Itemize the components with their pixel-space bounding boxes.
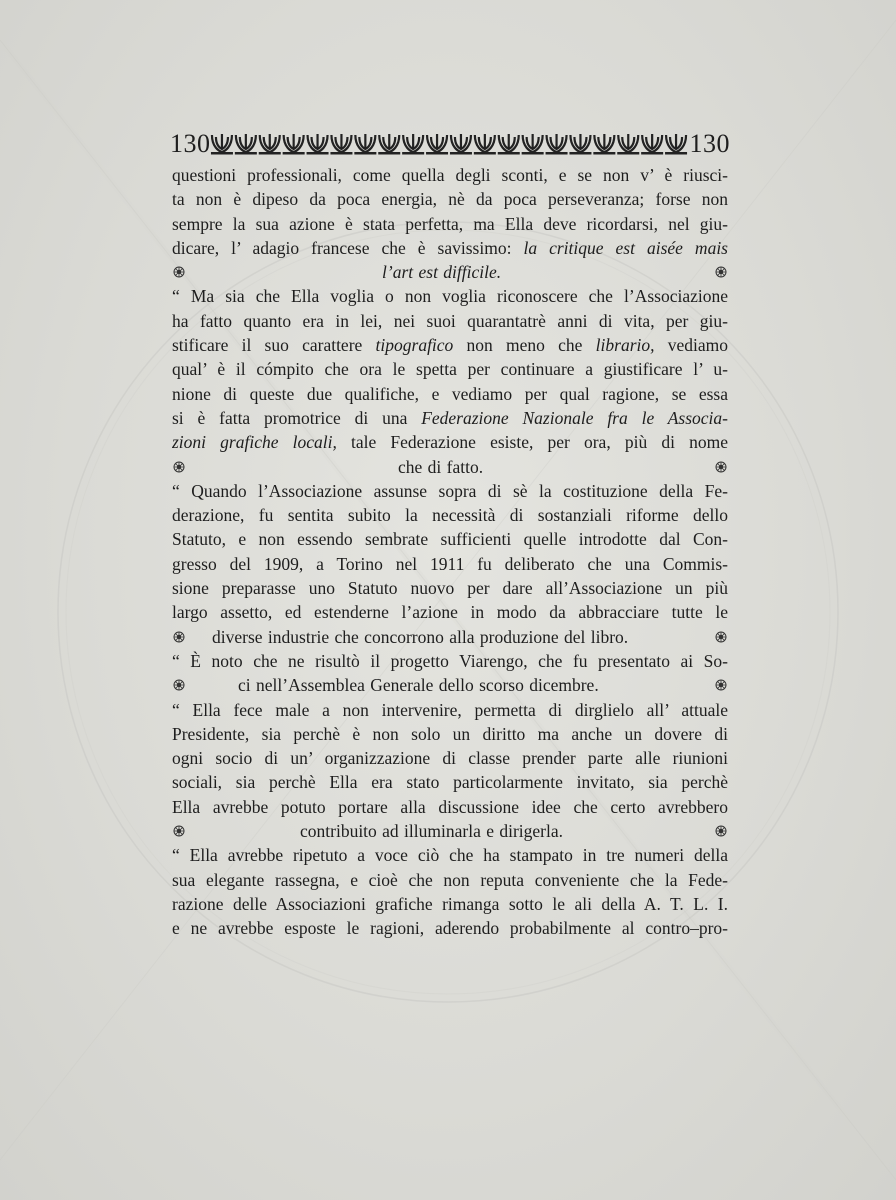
- ornament-base: [522, 152, 544, 155]
- text-run: gresso del 1909, a Torino nel 1911 fu deliberato che una Commis-: [172, 553, 728, 574]
- ornament-base: [330, 152, 352, 155]
- text-run: diverse industrie che concorrono alla produzione del libro.: [212, 626, 629, 647]
- text-line: [172, 916, 728, 940]
- text-run: Statuto, e non essendo sembrate sufficienti quelle introdotte dal Con-: [172, 529, 728, 550]
- justified-line-text: [172, 843, 728, 867]
- centered-line-text: [186, 455, 714, 479]
- justified-line-text: [172, 284, 728, 308]
- text-run: largo assetto, ed estenderne l’azione in modo da abbracciare tutte le: [172, 602, 728, 623]
- justified-line-text: [172, 357, 728, 381]
- lotus-motif: [236, 134, 256, 152]
- text-run: razione delle Associazioni grafiche rimanga sotto le ali della A. T. L. I.: [172, 893, 728, 914]
- justified-line-text: [172, 430, 728, 454]
- text-run: “ Ella fece male a non intervenire, permetta di dirglielo all’ attuale: [172, 699, 728, 720]
- ornament-base: [665, 152, 687, 155]
- ornament-base: [378, 152, 400, 155]
- ornament-base: [450, 152, 472, 155]
- text-line: [172, 382, 728, 406]
- text-line: [172, 357, 728, 381]
- text-line: [172, 722, 728, 746]
- italic-text: zioni grafiche locali,: [172, 432, 337, 453]
- italic-text: la critique est aisée mais: [523, 237, 728, 258]
- justified-line-text: [172, 236, 728, 260]
- text-run: ta non è dipeso da poca energia, nè da poca perseveranza; forse non: [172, 189, 728, 210]
- lotus-motif: [308, 134, 328, 152]
- body-text: [172, 163, 728, 941]
- text-line: [172, 187, 728, 211]
- ornament-base: [259, 152, 281, 155]
- text-line: [172, 746, 728, 770]
- ornament-base: [354, 152, 376, 155]
- ornament-base: [641, 152, 663, 155]
- lotus-motif: [666, 134, 686, 152]
- text-run: Ella avrebbe potuto portare alla discussione idee che certo avrebbero: [172, 796, 728, 817]
- justified-line-text: [172, 212, 728, 236]
- centered-line-text: [186, 673, 714, 697]
- text-line: [172, 430, 728, 454]
- text-run: nione di queste due qualifiche, e vediamo per qual ragione, se essa: [172, 383, 728, 404]
- ornament-base: [498, 152, 520, 155]
- text-line: [172, 600, 728, 624]
- rosette-ornament-icon: [714, 673, 728, 697]
- ornament-base: [426, 152, 448, 155]
- lotus-motif: [403, 134, 423, 152]
- rosette-ornament-icon: [714, 455, 728, 479]
- text-line: [172, 698, 728, 722]
- text-line: [172, 212, 728, 236]
- justified-line-text: [172, 600, 728, 624]
- justified-line-text: [172, 309, 728, 333]
- text-run: sociali, sia perchè Ella era stato particolarmente invitato, sia perchè: [172, 772, 728, 793]
- text-line: [172, 309, 728, 333]
- text-run: si è fatta promotrice di una: [172, 407, 422, 428]
- text-line: [172, 236, 728, 260]
- text-line: [172, 260, 728, 284]
- text-line: [172, 406, 728, 430]
- justified-line-text: [172, 868, 728, 892]
- text-line: [172, 819, 728, 843]
- text-line: [172, 843, 728, 867]
- ornament-base: [402, 152, 424, 155]
- justified-line-text: [172, 916, 728, 940]
- justified-line-text: [172, 649, 728, 673]
- lotus-motif: [618, 134, 638, 152]
- lotus-motif: [570, 134, 590, 152]
- text-line: [172, 552, 728, 576]
- text-run: ha fatto quanto era in lei, nei suoi quarantatrè anni di vita, per giu-: [172, 310, 728, 331]
- text-run: derazione, fu sentita subito la necessità di sostanziali riforme dello: [172, 505, 728, 526]
- justified-line-text: [172, 746, 728, 770]
- text-line: [172, 892, 728, 916]
- page-number-right: 130: [689, 129, 730, 158]
- justified-line-text: [172, 722, 728, 746]
- running-header: [170, 128, 730, 160]
- lotus-motif: [523, 134, 543, 152]
- rosette-ornament-icon: [172, 673, 186, 697]
- text-line: [172, 770, 728, 794]
- text-run: Presidente, sia perchè è non solo un diritto ma anche un dovere di: [172, 723, 728, 744]
- lotus-motif: [284, 134, 304, 152]
- ornament-base: [307, 152, 329, 155]
- text-run: ogni socio di un’ organizzazione di classe prender parte alle riunioni: [172, 748, 728, 769]
- rosette-ornament-icon: [172, 455, 186, 479]
- text-line: [172, 284, 728, 308]
- justified-line-text: [172, 382, 728, 406]
- text-run: “ Ma sia che Ella voglia o non voglia riconoscere che l’Associazione: [172, 286, 728, 307]
- rosette-ornament-icon: [714, 625, 728, 649]
- text-run: qual’ è il cómpito che ora le spetta per continuare a giustificare l’ u-: [172, 359, 728, 380]
- text-run: sempre la sua azione è stata perfetta, ma Ella deve ricordarsi, nel giu-: [172, 213, 728, 234]
- italic-text: librario,: [595, 335, 655, 356]
- rosette-ornament-icon: [172, 260, 186, 284]
- text-line: [172, 649, 728, 673]
- justified-line-text: [172, 892, 728, 916]
- lotus-motif: [427, 134, 447, 152]
- text-line: [172, 333, 728, 357]
- lotus-motif: [355, 134, 375, 152]
- text-run: “ Quando l’Associazione assunse sopra di sè la costituzione della Fe-: [172, 480, 728, 501]
- text-line: [172, 625, 728, 649]
- text-run: questioni professionali, come quella degli sconti, e se non v’ è riusci-: [172, 165, 728, 185]
- centered-line-text: [186, 625, 714, 649]
- ornament-base: [474, 152, 496, 155]
- lotus-motif: [379, 134, 399, 152]
- justified-line-text: [172, 527, 728, 551]
- text-line: [172, 868, 728, 892]
- lotus-motif: [331, 134, 351, 152]
- justified-line-text: [172, 503, 728, 527]
- lotus-motif: [594, 134, 614, 152]
- text-line: [172, 503, 728, 527]
- justified-line-text: [172, 795, 728, 819]
- text-run: non meno che: [453, 335, 596, 356]
- text-run: contribuito ad illuminarla e dirigerla.: [300, 821, 564, 842]
- rosette-ornament-icon: [172, 819, 186, 843]
- text-run: ci nell’Assemblea Generale dello scorso dicembre.: [238, 675, 599, 696]
- lotus-motif: [642, 134, 662, 152]
- centered-line-text: [186, 260, 714, 284]
- text-line: [172, 673, 728, 697]
- centered-line-text: [186, 819, 714, 843]
- text-run: “ Ella avrebbe ripetuto a voce ciò che ha stampato in tre numeri della: [172, 845, 728, 866]
- text-line: [172, 576, 728, 600]
- justified-line-text: [172, 187, 728, 211]
- justified-line-text: [172, 163, 728, 187]
- ornament-base: [546, 152, 568, 155]
- text-run: tale Federazione esiste, per ora, più di nome: [336, 432, 728, 453]
- text-run: vediamo: [654, 335, 728, 356]
- rosette-ornament-icon: [714, 819, 728, 843]
- lotus-motif: [212, 134, 232, 152]
- page-number-left: 130: [170, 129, 211, 158]
- ornament-base: [211, 152, 233, 155]
- ornament-base: [617, 152, 639, 155]
- italic-text: l’art est difficile.: [382, 262, 502, 283]
- ornament-base: [283, 152, 305, 155]
- justified-line-text: [172, 770, 728, 794]
- text-run: e ne avrebbe esposte le ragioni, aderendo probabilmente al contro–pro-: [172, 918, 728, 939]
- ornament-base: [593, 152, 615, 155]
- italic-text: tipografico: [375, 335, 454, 356]
- justified-line-text: [172, 406, 728, 430]
- rosette-ornament-icon: [172, 625, 186, 649]
- rosette-ornament-icon: [714, 260, 728, 284]
- lotus-ornament-band: [210, 131, 688, 155]
- lotus-motif: [499, 134, 519, 152]
- lotus-motif: [475, 134, 495, 152]
- text-line: [172, 795, 728, 819]
- text-run: che di fatto.: [398, 456, 484, 477]
- text-line: [172, 527, 728, 551]
- text-run: “ È noto che ne risultò il progetto Viarengo, che fu presentato ai So-: [172, 650, 728, 671]
- text-line: [172, 479, 728, 503]
- text-run: sione preparasse uno Statuto nuovo per dare all’Associazione un più: [172, 578, 728, 599]
- text-run: dicare, l’ adagio francese che è savissimo:: [172, 237, 524, 258]
- ornament-base: [235, 152, 257, 155]
- lotus-motif: [451, 134, 471, 152]
- italic-text: Federazione Nazionale fra le Associa-: [421, 407, 728, 428]
- text-line: [172, 163, 728, 187]
- lotus-motif: [547, 134, 567, 152]
- justified-line-text: [172, 333, 728, 357]
- text-line: [172, 455, 728, 479]
- justified-line-text: [172, 698, 728, 722]
- justified-line-text: [172, 576, 728, 600]
- ornament-base: [569, 152, 591, 155]
- text-run: sua elegante rassegna, e cioè che non reputa conveniente che la Fede-: [172, 869, 728, 890]
- text-run: stificare il suo carattere: [172, 335, 376, 356]
- justified-line-text: [172, 552, 728, 576]
- lotus-motif: [260, 134, 280, 152]
- justified-line-text: [172, 479, 728, 503]
